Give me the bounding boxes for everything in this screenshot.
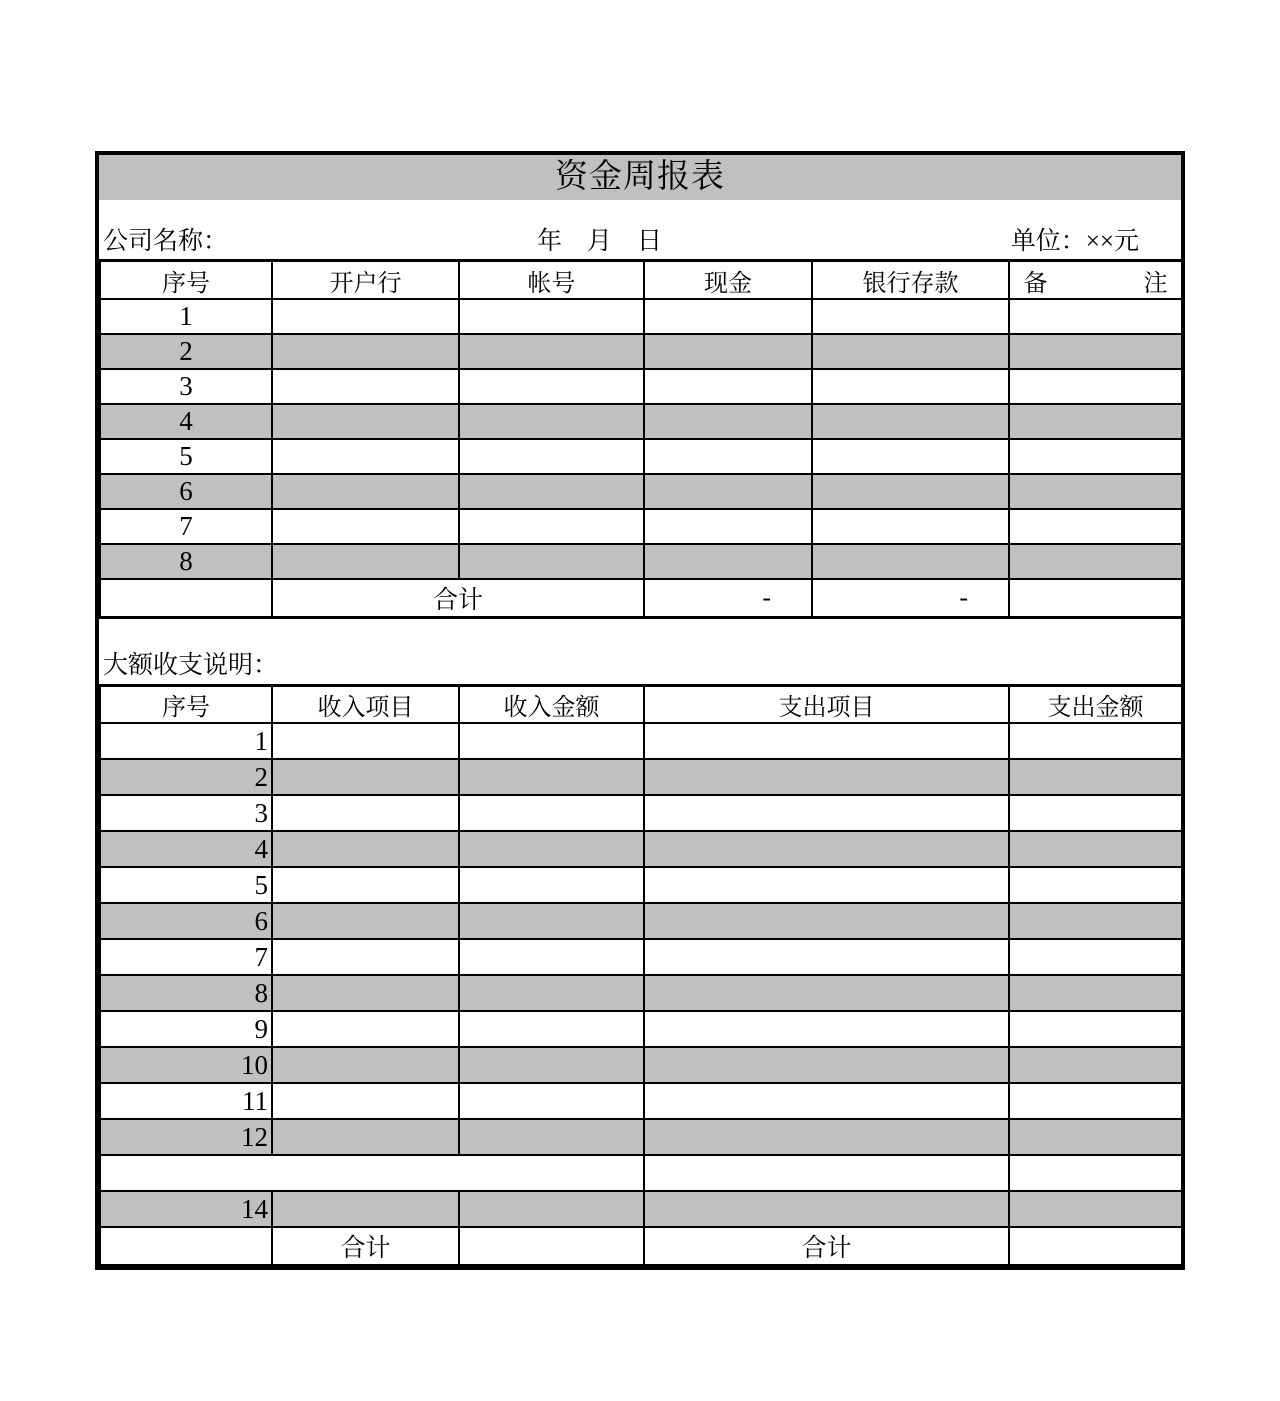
row-number-cell: 12	[100, 1119, 272, 1155]
income-amount-cell	[459, 1191, 644, 1227]
deposit-cell	[812, 439, 1009, 474]
income-amount-cell	[459, 1083, 644, 1119]
weekly-fund-report-sheet	[95, 151, 1185, 1270]
detail-data-row	[100, 795, 1182, 831]
expense-item-cell	[644, 831, 1009, 867]
row-number-cell: 5	[100, 439, 272, 474]
income-item-cell	[272, 1011, 459, 1047]
detail-data-row	[100, 1083, 1182, 1119]
col-header-income-amount: 收入金额	[459, 686, 644, 724]
remark-cell	[1009, 439, 1182, 474]
funds-data-row	[100, 369, 1182, 404]
bank-cell	[272, 509, 459, 544]
income-item-cell	[272, 939, 459, 975]
funds-data-row	[100, 439, 1182, 474]
row-number-cell: 1	[100, 723, 272, 759]
account-cell	[459, 334, 644, 369]
expense-item-cell	[644, 759, 1009, 795]
row-number-cell: 14	[100, 1191, 272, 1227]
remark-cell	[1009, 404, 1182, 439]
row-number-cell: 3	[100, 369, 272, 404]
account-cell	[459, 369, 644, 404]
expense-amount-cell	[1009, 867, 1182, 903]
expense-item-cell	[644, 1083, 1009, 1119]
cash-cell	[644, 439, 812, 474]
expense-amount-cell	[1009, 723, 1182, 759]
income-amount-cell	[459, 1011, 644, 1047]
income-item-cell	[272, 1119, 459, 1155]
cash-cell	[644, 544, 812, 579]
expense-amount-cell	[1009, 831, 1182, 867]
income-amount-cell	[459, 975, 644, 1011]
expense-amount-cell	[1009, 759, 1182, 795]
bank-cell	[272, 299, 459, 334]
expense-amount-cell	[1009, 1083, 1182, 1119]
bank-cell	[272, 404, 459, 439]
income-amount-cell	[459, 795, 644, 831]
expense-item-cell	[644, 723, 1009, 759]
remark-cell	[1009, 334, 1182, 369]
deposit-total-value: -	[812, 579, 1009, 618]
income-amount-cell	[459, 903, 644, 939]
col-header-remark: 备 注	[1009, 261, 1182, 300]
unit-label: 单位：××元	[1010, 228, 1139, 255]
income-total-value-cell	[459, 1227, 644, 1265]
expense-item-cell	[644, 903, 1009, 939]
funds-total-row	[100, 579, 1182, 618]
expense-amount-cell	[1009, 1191, 1182, 1227]
income-item-cell	[272, 723, 459, 759]
income-total-label: 合计	[272, 1227, 459, 1265]
date-label: 年 月 日	[537, 228, 663, 255]
funds-table	[99, 259, 1183, 619]
detail-data-row	[100, 939, 1182, 975]
account-cell	[459, 544, 644, 579]
deposit-cell	[812, 299, 1009, 334]
income-item-cell	[272, 867, 459, 903]
row-number-cell: 1	[100, 299, 272, 334]
row-number-cell: 10	[100, 1047, 272, 1083]
col-header-income-item: 收入项目	[272, 686, 459, 724]
col-header-seq: 序号	[100, 261, 272, 300]
row-number-cell: 2	[100, 759, 272, 795]
row-number-cell: 6	[100, 474, 272, 509]
income-amount-cell	[459, 723, 644, 759]
expense-item-cell	[644, 939, 1009, 975]
expense-item-cell	[644, 795, 1009, 831]
bank-cell	[272, 334, 459, 369]
detail-data-row	[100, 1011, 1182, 1047]
deposit-cell	[812, 369, 1009, 404]
cash-cell	[644, 299, 812, 334]
income-amount-cell	[459, 1047, 644, 1083]
expense-amount-cell	[1009, 1119, 1182, 1155]
detail-data-row	[100, 831, 1182, 867]
cash-cell	[644, 509, 812, 544]
income-item-cell	[272, 759, 459, 795]
col-header-deposit: 银行存款	[812, 261, 1009, 300]
col-header-expense-item: 支出项目	[644, 686, 1009, 724]
row-number-cell: 5	[100, 867, 272, 903]
col-header-bank: 开户行	[272, 261, 459, 300]
funds-header-row	[100, 261, 1182, 300]
col-header-cash: 现金	[644, 261, 812, 300]
row-number-cell: 11	[100, 1083, 272, 1119]
expense-item-cell	[644, 1047, 1009, 1083]
detail-data-row	[100, 723, 1182, 759]
income-amount-cell	[459, 939, 644, 975]
income-item-cell	[272, 1191, 459, 1227]
remark-cell	[1009, 474, 1182, 509]
detail-data-row	[100, 1155, 1182, 1191]
expense-amount-cell	[1009, 975, 1182, 1011]
cash-cell	[644, 474, 812, 509]
expense-item-cell	[644, 867, 1009, 903]
detail-data-row	[100, 903, 1182, 939]
income-item-cell	[272, 903, 459, 939]
report-title: 资金周报表	[99, 155, 1181, 200]
income-amount-cell	[459, 831, 644, 867]
expense-total-label: 合计	[644, 1227, 1009, 1265]
bank-cell	[272, 474, 459, 509]
bank-cell	[272, 544, 459, 579]
funds-data-row	[100, 474, 1182, 509]
cash-total-value: -	[644, 579, 812, 618]
remark-cell	[1009, 369, 1182, 404]
remark-cell	[1009, 544, 1182, 579]
col-header-account: 帐号	[459, 261, 644, 300]
deposit-cell	[812, 334, 1009, 369]
account-cell	[459, 439, 644, 474]
large-transactions-label: 大额收支说明：	[103, 652, 279, 679]
cash-cell	[644, 334, 812, 369]
empty-remark-cell	[1009, 579, 1182, 618]
row-number-cell: 2	[100, 334, 272, 369]
expense-amount-cell	[1009, 1011, 1182, 1047]
detail-total-row	[100, 1227, 1182, 1265]
funds-data-row	[100, 544, 1182, 579]
income-amount-cell	[459, 867, 644, 903]
income-amount-cell	[459, 1119, 644, 1155]
funds-data-row	[100, 509, 1182, 544]
row-number-cell: 6	[100, 903, 272, 939]
col-header-expense-amount: 支出金额	[1009, 686, 1182, 724]
income-amount-cell	[459, 759, 644, 795]
expense-item-cell	[644, 975, 1009, 1011]
info-row	[99, 200, 1181, 259]
col-header-seq: 序号	[100, 686, 272, 724]
account-cell	[459, 404, 644, 439]
company-name-label: 公司名称：	[103, 228, 229, 255]
bank-cell	[272, 369, 459, 404]
detail-header-row	[100, 686, 1182, 724]
income-item-cell	[272, 1083, 459, 1119]
detail-data-row	[100, 867, 1182, 903]
row-number-cell: 8	[100, 544, 272, 579]
income-item-cell	[272, 975, 459, 1011]
expense-amount-cell	[1009, 939, 1182, 975]
row-number-cell: 8	[100, 975, 272, 1011]
row-number-cell: 4	[100, 404, 272, 439]
funds-total-label: 合计	[272, 579, 644, 618]
expense-amount-cell	[1009, 903, 1182, 939]
income-item-cell	[272, 831, 459, 867]
remark-cell	[1009, 509, 1182, 544]
merged-empty-cell	[100, 1155, 644, 1191]
detail-data-row	[100, 1119, 1182, 1155]
row-number-cell: 7	[100, 939, 272, 975]
row-number-cell: 4	[100, 831, 272, 867]
deposit-cell	[812, 509, 1009, 544]
funds-data-row	[100, 334, 1182, 369]
expense-amount-cell	[1009, 1047, 1182, 1083]
funds-data-row	[100, 299, 1182, 334]
income-item-cell	[272, 1047, 459, 1083]
expense-item-cell	[644, 1155, 1009, 1191]
deposit-cell	[812, 544, 1009, 579]
row-number-cell: 9	[100, 1011, 272, 1047]
detail-data-row	[100, 975, 1182, 1011]
account-cell	[459, 509, 644, 544]
detail-data-row	[100, 759, 1182, 795]
account-cell	[459, 299, 644, 334]
deposit-cell	[812, 474, 1009, 509]
deposit-cell	[812, 404, 1009, 439]
funds-data-row	[100, 404, 1182, 439]
row-number-cell: 3	[100, 795, 272, 831]
detail-table	[99, 684, 1183, 1266]
expense-amount-cell	[1009, 795, 1182, 831]
account-cell	[459, 474, 644, 509]
expense-total-value-cell	[1009, 1227, 1182, 1265]
expense-item-cell	[644, 1191, 1009, 1227]
bank-cell	[272, 439, 459, 474]
detail-data-row	[100, 1191, 1182, 1227]
remark-cell	[1009, 299, 1182, 334]
empty-seq-cell	[100, 1227, 272, 1265]
cash-cell	[644, 369, 812, 404]
income-item-cell	[272, 795, 459, 831]
row-number-cell: 7	[100, 509, 272, 544]
cash-cell	[644, 404, 812, 439]
detail-data-row	[100, 1047, 1182, 1083]
empty-seq-cell	[100, 579, 272, 618]
expense-amount-cell	[1009, 1155, 1182, 1191]
expense-item-cell	[644, 1011, 1009, 1047]
expense-item-cell	[644, 1119, 1009, 1155]
section-divider	[99, 619, 1181, 684]
